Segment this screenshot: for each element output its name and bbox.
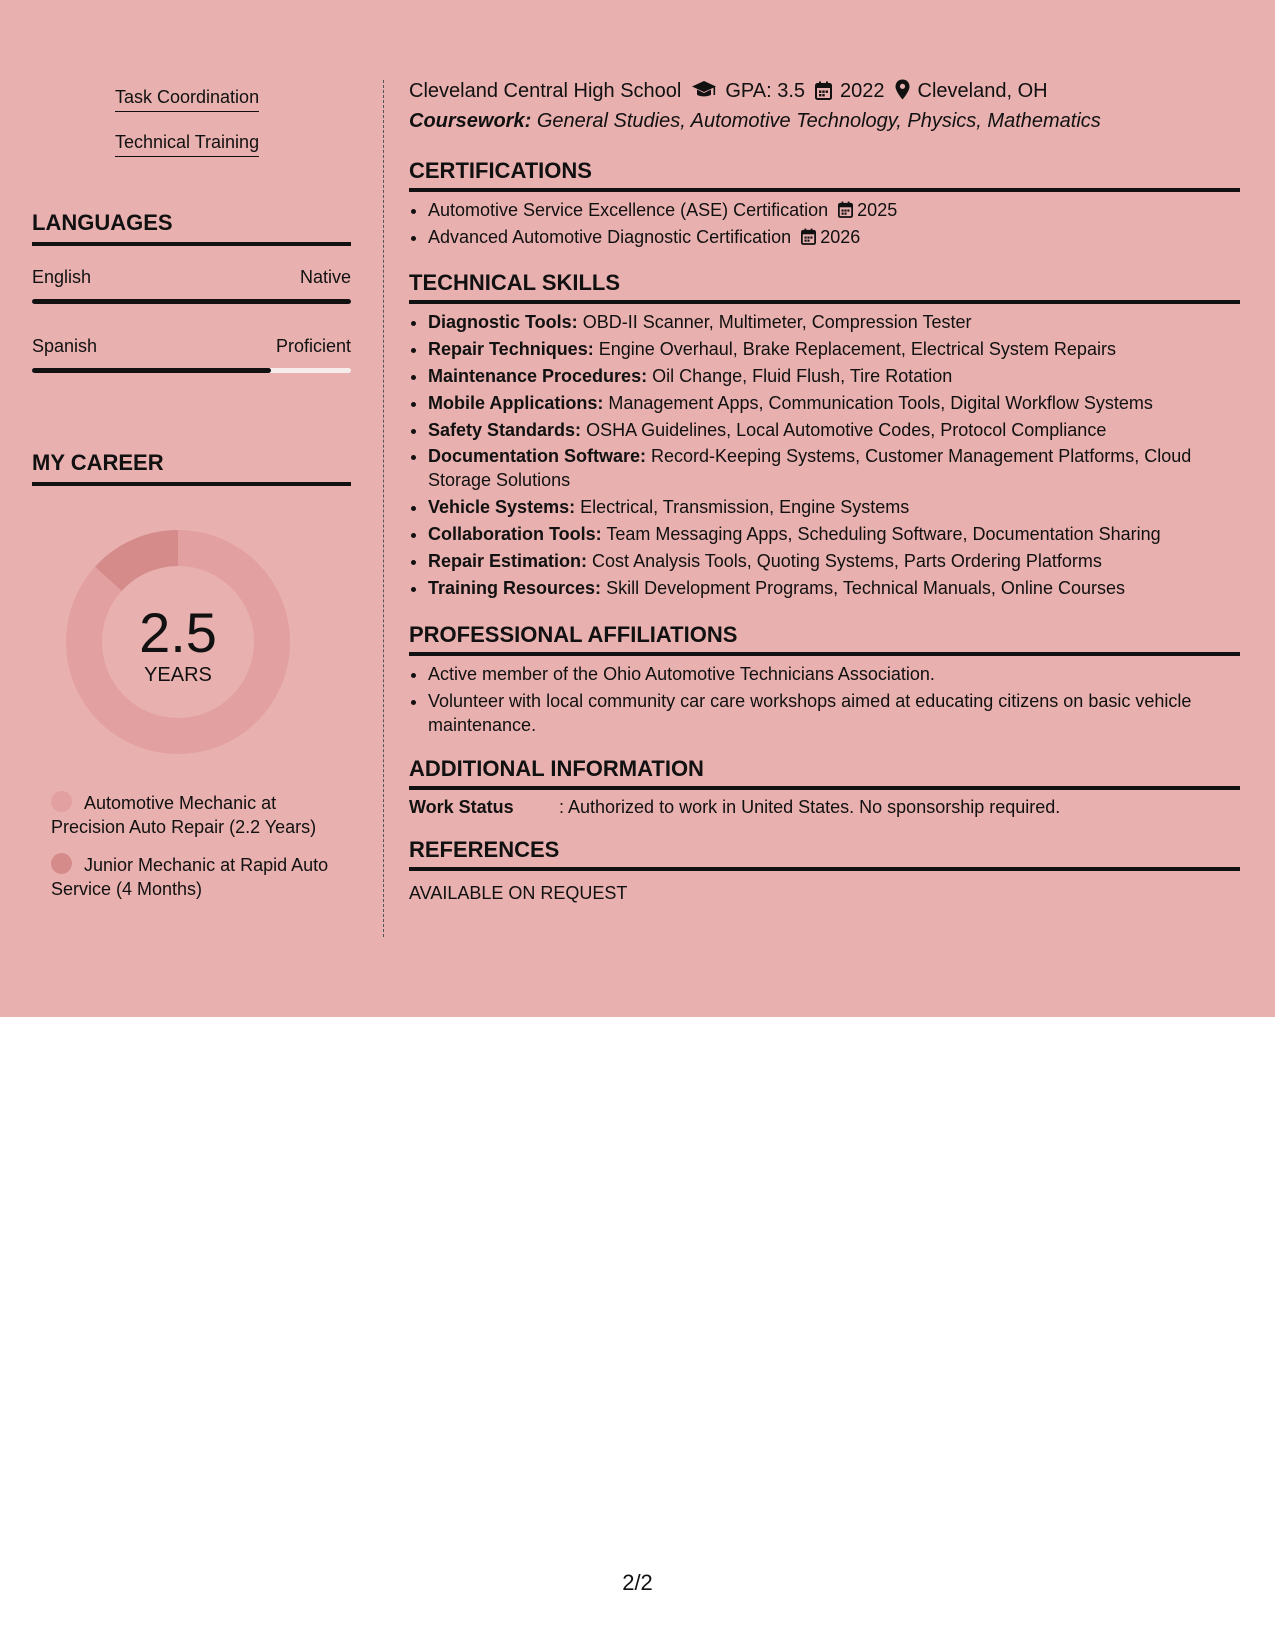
language-english-bar (32, 299, 351, 304)
work-status-row (409, 797, 1060, 818)
coursework-text: General Studies, Automotive Technology, Physics, Mathematics (536, 110, 1101, 132)
skill-text: Skill Development Programs, Technical Manuals, Online Courses (606, 578, 1125, 599)
career-item-text: Junior Mechanic at Rapid Auto Service (4 Months) (51, 855, 329, 899)
legend-dot (51, 791, 72, 812)
language-spanish-bar (32, 368, 351, 373)
coursework-line (409, 110, 1101, 133)
skill-item (428, 495, 1259, 519)
certifications-heading: CERTIFICATIONS (409, 158, 1240, 192)
skill-label: Documentation Software: (428, 446, 647, 467)
page-number: 2/2 (622, 1570, 653, 1595)
graduation-cap-icon (691, 80, 717, 100)
certification-name: Advanced Automotive Diagnostic Certification (428, 227, 792, 247)
affiliation-item: • Volunteer with local community car care workshops aimed at educating citizens on basic vehicle maintenance. (428, 689, 1259, 737)
affiliation-item: • Active member of the Ohio Automotive Technicians Association. (428, 662, 1259, 686)
skill-item-task-coordination: Task Coordination (115, 87, 259, 112)
skill-label: Repair Estimation: (428, 551, 588, 572)
column-divider (383, 80, 384, 937)
skill-text: Oil Change, Fluid Flush, Tire Rotation (652, 365, 953, 386)
work-status-label: Work Status (409, 797, 514, 817)
skill-text: Engine Overhaul, Brake Replacement, Electrical System Repairs (598, 338, 1116, 359)
skill-text: OBD-II Scanner, Multimeter, Compression Tester (582, 312, 972, 332)
language-level: Proficient (275, 336, 351, 356)
references-text: AVAILABLE ON REQUEST (409, 883, 628, 903)
skill-item (428, 337, 1259, 361)
certification-name: Automotive Service Excellence (ASE) Certification (428, 200, 829, 220)
calendar-icon (801, 228, 816, 245)
technical-skills-heading: TECHNICAL SKILLS (409, 270, 1240, 304)
language-name: Spanish (32, 336, 98, 356)
certification-year: 2026 (820, 227, 861, 247)
career-donut-chart (66, 530, 290, 754)
skill-item-technical-training: Technical Training (115, 132, 259, 157)
skill-item (428, 522, 1259, 546)
skill-label: Safety Standards: (428, 419, 582, 440)
skill-text: Team Messaging Apps, Scheduling Software, Documentation Sharing (606, 524, 1161, 545)
skill-item (428, 418, 1259, 442)
skill-label: Diagnostic Tools: (428, 312, 578, 332)
skill-item (428, 310, 1259, 334)
certifications-list (409, 197, 1259, 251)
career-total-unit: YEARS (144, 664, 212, 686)
skill-item (428, 549, 1259, 573)
affiliations-list (409, 662, 1259, 737)
language-name: English (32, 267, 92, 287)
affiliations-heading: PROFESSIONAL AFFILIATIONS (409, 622, 1240, 656)
career-item (51, 853, 351, 901)
certification-year: 2025 (857, 200, 898, 220)
skill-item (428, 364, 1259, 388)
skill-label: Maintenance Procedures: (428, 365, 648, 386)
skill-item (428, 576, 1259, 600)
skill-label: Training Resources: (428, 578, 602, 599)
career-item-text: Automotive Mechanic at Precision Auto Repair (2.2 Years) (51, 793, 317, 837)
technical-skills-list (409, 310, 1259, 603)
school-name: Cleveland Central High School (409, 80, 682, 102)
skill-item (428, 391, 1259, 415)
donut-segment-junior (108, 548, 178, 579)
education-line (409, 79, 1048, 103)
skill-item (428, 444, 1259, 492)
references-heading: REFERENCES (409, 837, 1240, 871)
career-item (51, 791, 351, 839)
school-location: Cleveland, OH (917, 80, 1048, 102)
skill-text: Management Apps, Communication Tools, Digital Workflow Systems (608, 392, 1153, 413)
career-heading: MY CAREER (32, 450, 351, 486)
language-english-bar-fill (32, 299, 351, 304)
location-pin-icon (895, 79, 910, 100)
work-status-value: : Authorized to work in United States. No sponsorship required. (559, 797, 1061, 817)
language-spanish-bar-fill (32, 368, 271, 373)
skill-label: Vehicle Systems: (428, 497, 576, 518)
skill-text: Record-Keeping Systems, Customer Management Platforms, Cloud Storage Solutions (428, 446, 1192, 491)
additional-info-heading: ADDITIONAL INFORMATION (409, 756, 1240, 790)
career-total-value: 2.5 (139, 601, 217, 664)
skill-label: Collaboration Tools: (428, 524, 602, 545)
skill-label: Repair Techniques: (428, 338, 594, 359)
skill-text: OSHA Guidelines, Local Automotive Codes, Protocol Compliance (586, 419, 1107, 440)
calendar-icon (838, 201, 853, 218)
legend-dot (51, 853, 72, 874)
skill-text: Cost Analysis Tools, Quoting Systems, Parts Ordering Platforms (592, 551, 1102, 572)
languages-heading: LANGUAGES (32, 210, 351, 246)
skill-text: Electrical, Transmission, Engine Systems (580, 497, 910, 518)
language-level: Native (299, 267, 351, 287)
calendar-icon (815, 81, 832, 100)
graduation-year: 2022 (840, 80, 885, 102)
certification-item (428, 197, 1259, 224)
gpa: GPA: 3.5 (725, 80, 806, 102)
coursework-label: Coursework: (409, 110, 532, 132)
skill-label: Mobile Applications: (428, 392, 604, 413)
certification-item (428, 224, 1259, 251)
